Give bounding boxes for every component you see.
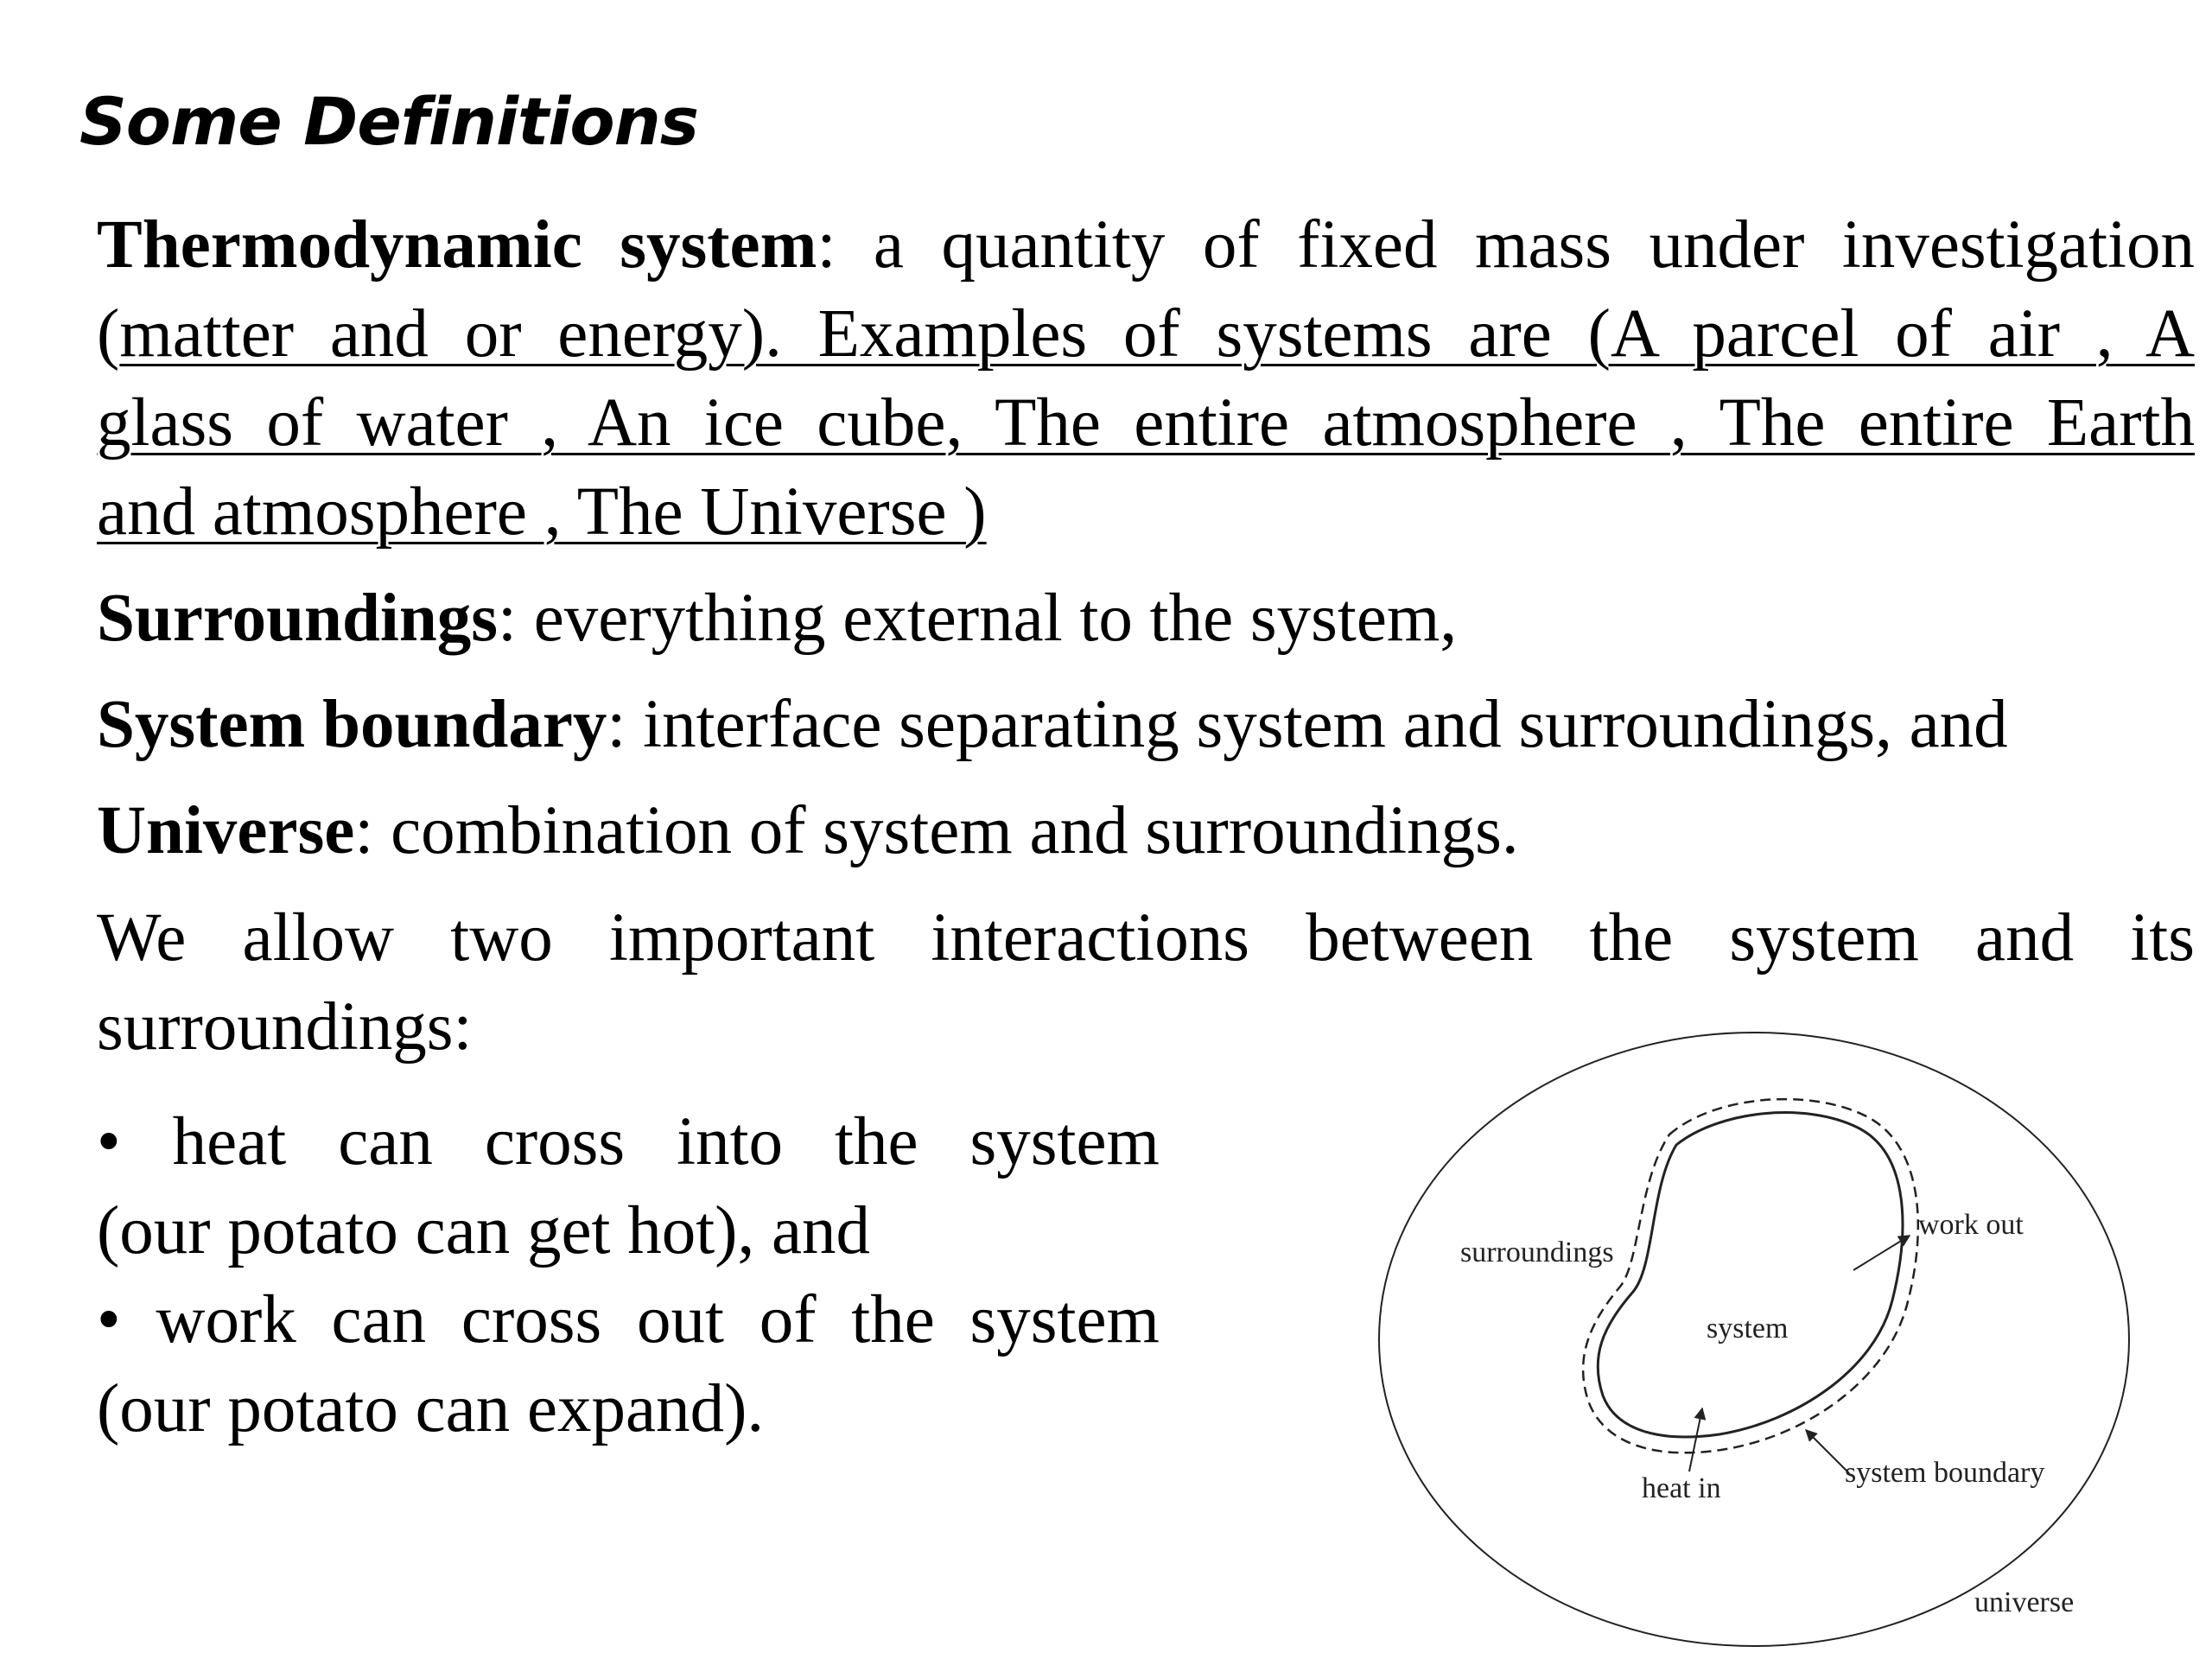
label-heat-in: heat in	[1642, 1472, 1721, 1504]
bullet-work: • work can cross out of the system	[97, 1282, 1160, 1357]
surroundings-term: Surroundings	[97, 581, 499, 656]
boundary-term: System boundary	[97, 687, 607, 762]
heat-in-arrow	[1689, 1408, 1702, 1471]
system-boundary-definition	[97, 680, 2195, 769]
universe-term: Universe	[97, 793, 355, 868]
bullet-heat-detail: (our potato can get hot), and	[97, 1193, 871, 1268]
system-outline	[1598, 1113, 1903, 1437]
system-surroundings-diagram	[1357, 1024, 2152, 1655]
label-work-out: work out	[1918, 1209, 2024, 1241]
universe-definition	[97, 786, 2195, 875]
bullet-heat: • heat can cross into the system	[97, 1104, 1160, 1179]
thermo-examples-line-2: glass of water , An ice cube, The entire atmosphere , The entire Earth	[97, 385, 2195, 461]
interactions-line-1: We allow two important interactions between the system and its	[97, 900, 2195, 976]
universe-text: : combination of system and surroundings.	[354, 793, 1519, 868]
surroundings-text: : everything external to the system,	[498, 581, 1458, 656]
thermo-line-3	[97, 378, 2195, 467]
bullet-work-detail: (our potato can expand).	[97, 1371, 765, 1446]
label-surroundings: surroundings	[1460, 1236, 1614, 1268]
label-system: system	[1707, 1313, 1789, 1344]
interactions-line-2: surroundings:	[97, 989, 473, 1065]
surroundings-definition	[97, 574, 2195, 663]
thermo-text: : a quantity of fixed mass under investigation	[817, 207, 2195, 283]
interaction-bullets	[97, 1097, 1160, 1453]
thermodynamic-system-definition	[97, 200, 2195, 556]
slide-title: Some Definitions	[79, 83, 698, 160]
label-universe: universe	[1974, 1586, 2075, 1618]
thermo-line-1	[97, 200, 2195, 289]
boundary-text: : interface separating system and surroundings, and	[607, 687, 2008, 762]
thermo-line-2	[97, 289, 2195, 378]
boundary-pointer-arrow	[1806, 1430, 1849, 1473]
system-boundary-outline	[1583, 1099, 1918, 1452]
label-system-boundary: system boundary	[1845, 1457, 2045, 1489]
thermo-examples-line-3: and atmosphere , The Universe )	[97, 474, 987, 550]
thermo-line-4	[97, 467, 2195, 556]
thermo-term: Thermodynamic system	[97, 207, 817, 283]
thermo-open-paren: (	[97, 296, 120, 372]
thermo-examples-line-1: matter and or energy). Examples of systems are (A parcel of air , A	[119, 296, 2195, 372]
